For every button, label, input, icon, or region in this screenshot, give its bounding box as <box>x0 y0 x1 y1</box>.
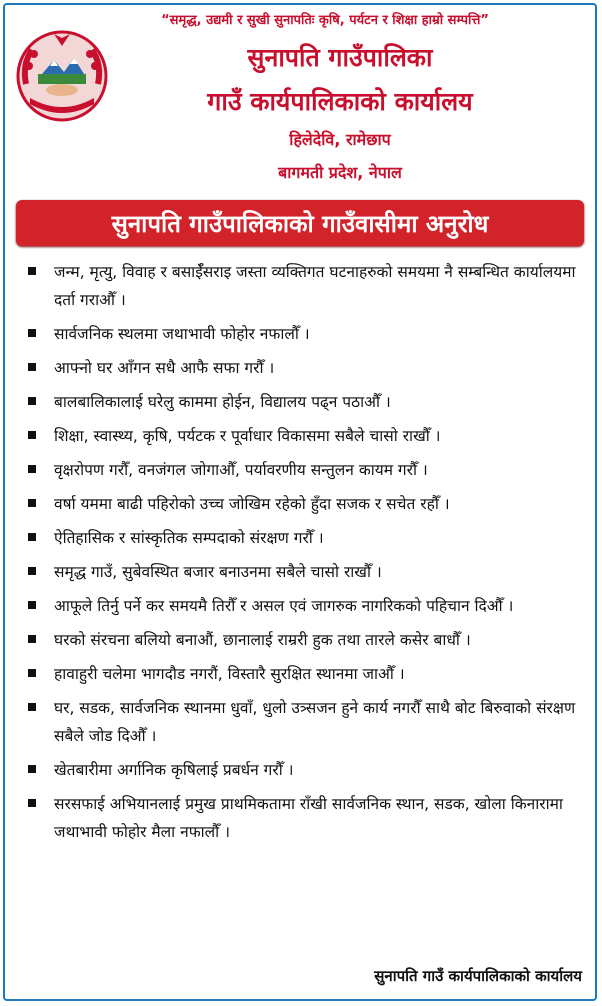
list-item <box>22 456 588 484</box>
list-item-text: आफूले तिर्नु पर्ने कर समयमै तिरौँ र असल एवं जागरुक नागरिकको पहिचान दिऔँ । <box>54 597 514 615</box>
list-item <box>22 558 588 586</box>
list-item <box>22 790 588 846</box>
address-line-1: हिलेदेवि, रामेछाप <box>289 130 391 149</box>
square-bullet-icon <box>28 267 36 275</box>
square-bullet-icon <box>28 499 36 507</box>
address-line-2: बागमती प्रदेश, नेपाल <box>278 163 402 182</box>
list-item-text: वर्षा यममा बाढी पहिरोको उच्च जोखिम रहेको हुँदा सजक र सचेत रहौँ । <box>54 495 450 513</box>
square-bullet-icon <box>28 363 36 371</box>
list-item <box>22 524 588 552</box>
square-bullet-icon <box>28 765 36 773</box>
request-list <box>22 258 588 852</box>
list-item <box>22 258 588 314</box>
square-bullet-icon <box>28 799 36 807</box>
list-item-text: खेतबारीमा अर्गानिक कृषिलाई प्रबर्धन गरौँ । <box>54 761 294 779</box>
square-bullet-icon <box>28 635 36 643</box>
office-name: गाउँ कार्यपालिकाको कार्यालय <box>207 87 473 116</box>
list-item-text: जन्म, मृत्यु, विवाह र बसाईँसराइ जस्ता व्यक्तिगत घटनाहरुको समयमा नै सम्बन्धित कार्यालयमा दर्ता गराऔँ । <box>54 263 576 309</box>
list-item-text: घरको संरचना बलियो बनाऔं, छानालाई राम्ररी हुक तथा तारले कसेर बाधौँ । <box>54 631 471 649</box>
list-item <box>22 388 588 416</box>
square-bullet-icon <box>28 601 36 609</box>
request-banner <box>16 200 584 246</box>
list-item <box>22 490 588 518</box>
list-item-text: सरसफाई अभियानलाई प्रमुख प्राथमिकतामा राँखी सार्वजनिक स्थान, सडक, खोला किनारामा जथाभावी फोहोर मैला नफालौँ । <box>54 795 563 841</box>
list-item <box>22 660 588 688</box>
square-bullet-icon <box>28 329 36 337</box>
list-item <box>22 354 588 382</box>
square-bullet-icon <box>28 397 36 405</box>
org-name: सुनापति गाउँपालिका <box>247 43 433 72</box>
square-bullet-icon <box>28 669 36 677</box>
square-bullet-icon <box>28 533 36 541</box>
list-item <box>22 592 588 620</box>
list-item-text: घर, सडक, सार्वजनिक स्थानमा धुवाँ, धुलो उत्र्सजन हुने कार्य नगरौँ साथै बोट बिरुवाको संरक्षण सबैले जोड दिऔँ । <box>54 699 576 745</box>
list-item-text: बालबालिकालाई घरेलु काममा होईन, विद्यालय पढ्न पठाऔँ । <box>54 393 391 411</box>
motto: “समृद्ध, उद्यमी र सुखी सुनापतिः कृषि, पर्यटन र शिक्षा हाम्रो सम्पत्ति” <box>161 13 489 28</box>
list-item <box>22 422 588 450</box>
office-signature: सुनापति गाउँ कार्यपालिकाको कार्यालय <box>374 967 582 985</box>
list-item <box>22 756 588 784</box>
banner-title: सुनापति गाउँपालिकाको गाउँवासीमा अनुरोध <box>111 209 489 238</box>
square-bullet-icon <box>28 431 36 439</box>
list-item-text: ऐतिहासिक र सांस्कृतिक सम्पदाको संरक्षण गरौँ । <box>54 529 324 547</box>
list-item-text: सार्वजनिक स्थलमा जथाभावी फोहोर नफालौँ । <box>54 325 310 343</box>
list-item-text: हावाहुरी चलेमा भागदौड नगरौं, विस्तारै सुरक्षित स्थानमा जाऔँ । <box>54 665 405 683</box>
list-item-text: आफ्नो घर आँगन सधै आफै सफा गरौँ । <box>54 359 275 377</box>
square-bullet-icon <box>28 703 36 711</box>
square-bullet-icon <box>28 465 36 473</box>
list-item-text: शिक्षा, स्वास्थ्य, कृषि, पर्यटक र पूर्वाधार विकासमा सबैले चासो राखौँ । <box>54 427 441 445</box>
square-bullet-icon <box>28 567 36 575</box>
list-item <box>22 626 588 654</box>
list-item <box>22 320 588 348</box>
list-item-text: वृक्षरोपण गरौँ, वनजंगल जोगाऔँ, पर्यावरणीय सन्तुलन कायम गरौँ । <box>54 461 428 479</box>
list-item <box>22 694 588 750</box>
list-item-text: समृद्ध गाउँ, सुबेवस्थित बजार बनाउनमा सबैले चासो राखौँ । <box>54 563 382 581</box>
nepal-government-emblem-icon <box>12 24 112 124</box>
